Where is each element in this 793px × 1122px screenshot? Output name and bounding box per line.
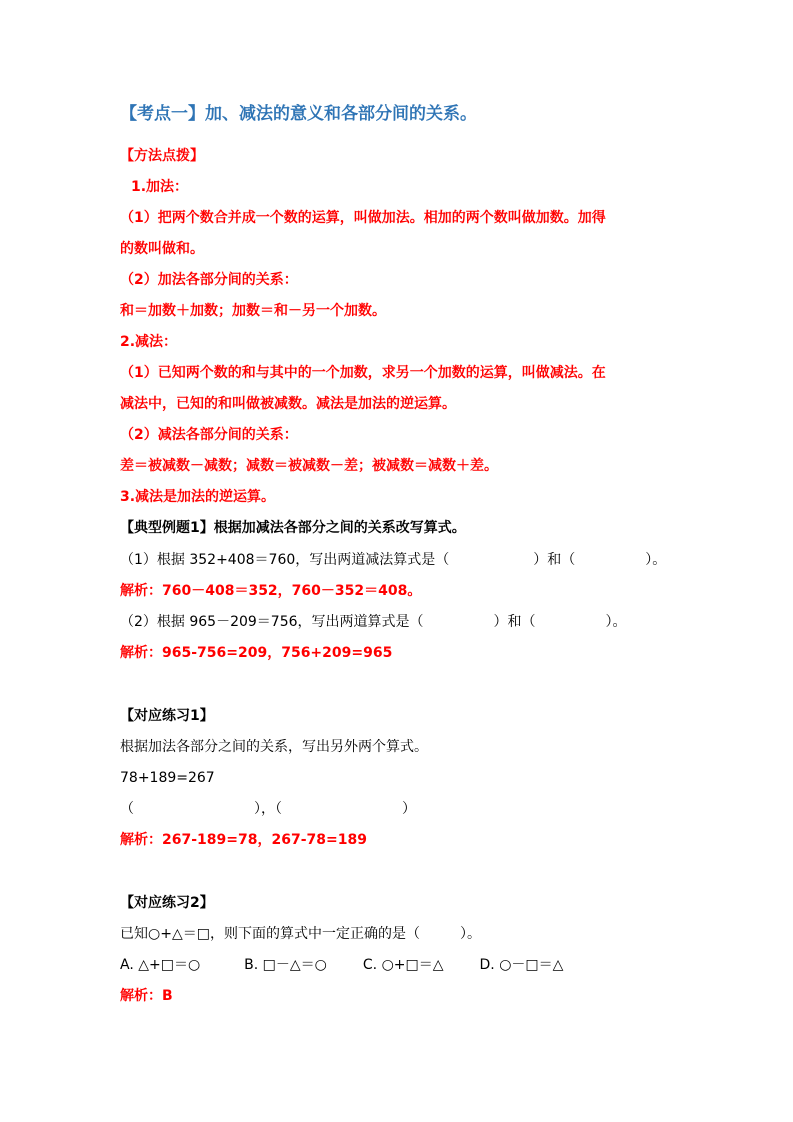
practice2-answer: 解析：B <box>120 988 173 1004</box>
section-heading: 【考点一】加、减法的意义和各部分间的关系。 <box>120 104 477 124</box>
option-d: D. ○－□＝△ <box>479 957 564 973</box>
practice1-blanks <box>120 799 416 819</box>
q2-close: ）。 <box>605 614 627 630</box>
practice2-title: 【对应练习2】 <box>120 895 214 911</box>
option-c: C. ○+□＝△ <box>362 957 444 973</box>
q1-text: （1）根据 352+408＝760，写出两道减法算式是（ <box>120 552 450 568</box>
option-a: A. △+□＝○ <box>120 957 201 973</box>
blank-separator: ），（ <box>254 801 282 817</box>
method-title: 【方法点拨】 <box>120 148 204 164</box>
option-b: B. □－△＝○ <box>244 957 327 973</box>
prompt-text: 已知○+△＝□，则下面的算式中一定正确的是（ <box>120 926 420 942</box>
sub-title: 2.减法： <box>120 334 178 350</box>
sub-relation: 差＝被减数－减数；减数＝被减数－差；被减数＝减数＋差。 <box>120 458 498 474</box>
inverse-note: 3.减法是加法的逆运算。 <box>120 489 276 505</box>
example-answer-1: 解析：760－408＝352，760－352＝408。 <box>120 583 422 599</box>
example-question-2 <box>120 612 627 632</box>
add-definition-line1: （1）把两个数合并成一个数的运算，叫做加法。相加的两个数叫做加数。加得 <box>120 210 606 226</box>
practice1-title: 【对应练习1】 <box>120 708 214 724</box>
practice1-answer: 解析：267-189=78，267-78=189 <box>120 832 367 848</box>
add-title: 1.加法： <box>131 179 189 195</box>
sub-relation-title: （2）减法各部分间的关系： <box>120 427 298 443</box>
prompt-close: ）。 <box>459 926 481 942</box>
q2-text: （2）根据 965－209＝756，写出两道算式是（ <box>120 614 424 630</box>
add-relation-title: （2）加法各部分间的关系： <box>120 272 298 288</box>
sub-definition-line1: （1）已知两个数的和与其中的一个加数，求另一个加数的运算，叫做减法。在 <box>120 365 606 381</box>
example-question-1 <box>120 550 666 570</box>
practice2-options <box>120 955 563 975</box>
practice1-equation: 78+189=267 <box>120 770 215 786</box>
example-answer-2: 解析：965-756=209，756+209=965 <box>120 645 393 661</box>
sub-definition-line2: 减法中，已知的和叫做被减数。减法是加法的逆运算。 <box>120 396 456 412</box>
q2-and: ）和（ <box>493 614 536 630</box>
example-title: 【典型例题1】根据加减法各部分之间的关系改写算式。 <box>120 520 466 536</box>
blank-open: （ <box>120 801 134 817</box>
q1-close: ）。 <box>645 552 667 568</box>
blank-close: ） <box>402 801 416 817</box>
practice2-prompt <box>120 924 481 944</box>
add-relation: 和＝加数＋加数；加数＝和－另一个加数。 <box>120 303 386 319</box>
q1-and: ）和（ <box>533 552 576 568</box>
practice1-prompt: 根据加法各部分之间的关系，写出另外两个算式。 <box>120 739 428 755</box>
add-definition-line2: 的数叫做和。 <box>120 241 204 257</box>
